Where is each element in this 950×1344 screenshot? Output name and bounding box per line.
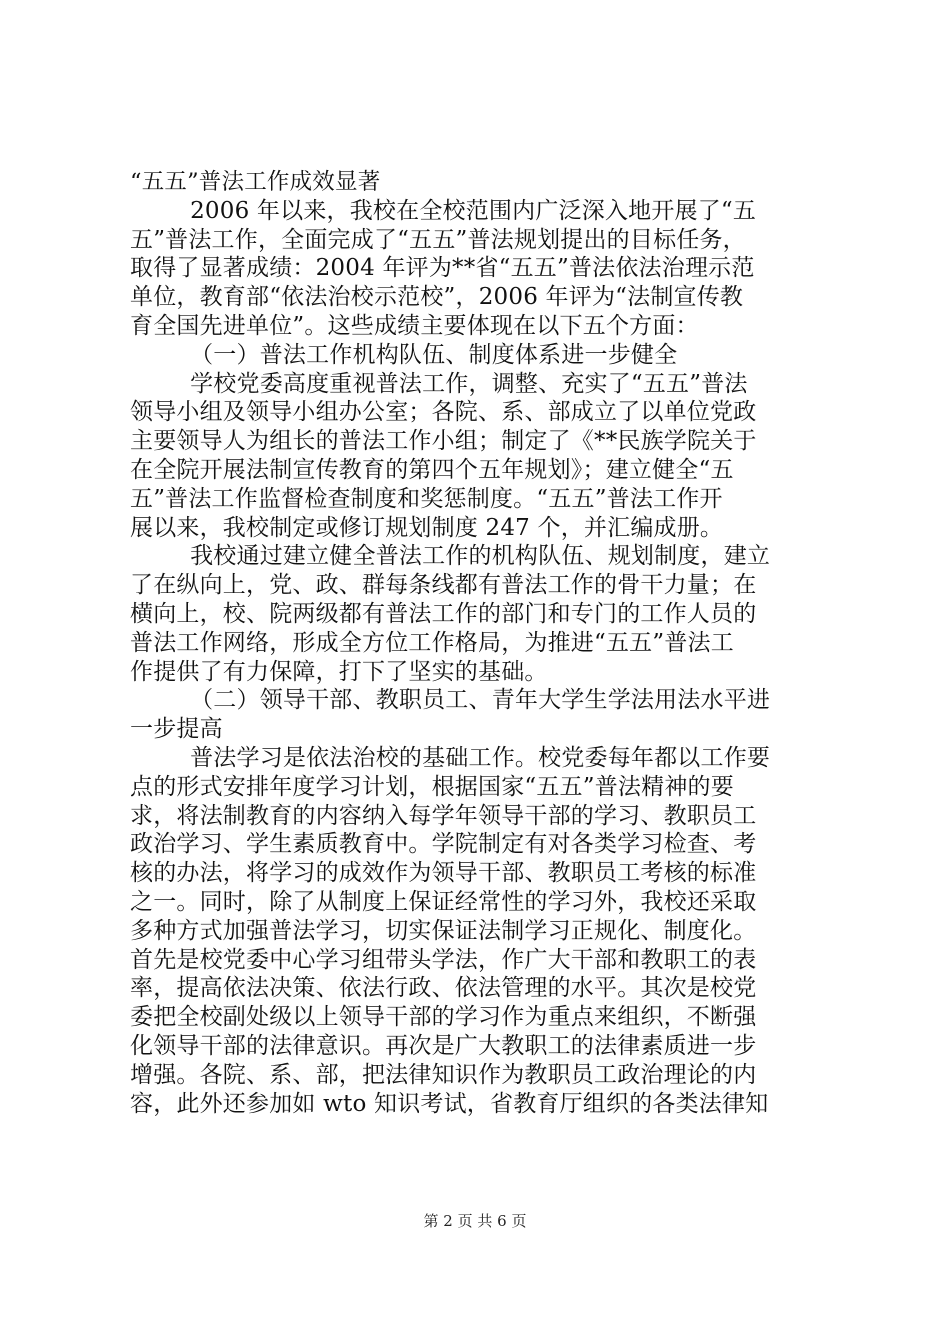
text-line: 横向上，校、院两级都有普法工作的部门和专门的工作人员的 xyxy=(130,600,757,627)
text-line: 政治学习、学生素质教育中。学院制定有对各类学习检查、考 xyxy=(130,831,757,858)
text-line: 学校党委高度重视普法工作，调整、充实了“五五”普法 xyxy=(130,370,748,397)
text-line: 领导小组及领导小组办公室；各院、系、部成立了以单位党政 xyxy=(130,399,757,426)
text-line: 之一。同时，除了从制度上保证经常性的学习外，我校还采取 xyxy=(130,888,757,915)
text-line: 取得了显著成绩：2004 年评为**省“五五”普法依法治理示范 xyxy=(130,255,755,282)
text-line: 核的办法，将学习的成效作为领导干部、教职员工考核的标准 xyxy=(130,860,757,887)
text-line: 点的形式安排年度学习计划，根据国家“五五”普法精神的要 xyxy=(130,773,734,800)
text-line: （二）领导干部、教职员工、青年大学生学法用法水平进 xyxy=(130,687,771,714)
text-line: 普法学习是依法治校的基础工作。校党委每年都以工作要 xyxy=(130,744,771,771)
text-line: 作提供了有力保障，打下了坚实的基础。 xyxy=(130,658,548,685)
text-line: 2006 年以来，我校在全校范围内广泛深入地开展了“五 xyxy=(130,197,757,224)
text-line: 单位，教育部“依法治校示范校”，2006 年评为“法制宣传教 xyxy=(130,284,744,311)
page-footer: 第 2 页 共 6 页 xyxy=(423,1212,527,1230)
text-line: 求，将法制教育的内容纳入每学年领导干部的学习、教职员工 xyxy=(130,802,757,829)
text-line: 一步提高 xyxy=(130,716,223,743)
text-line: 了在纵向上，党、政、群每条线都有普法工作的骨干力量；在 xyxy=(130,572,757,599)
text-line: 委把全校副处级以上领导干部的学习作为重点来组织，不断强 xyxy=(130,1004,757,1031)
text-line: 普法工作网络，形成全方位工作格局，为推进“五五”普法工 xyxy=(130,629,734,656)
text-line: 我校通过建立健全普法工作的机构队伍、规划制度，建立 xyxy=(130,543,771,570)
text-line: 率，提高依法决策、依法行政、依法管理的水平。其次是校党 xyxy=(130,975,757,1002)
section-title: “五五”普法工作成效显著 xyxy=(130,169,381,195)
document-body xyxy=(130,168,830,1118)
text-line: 增强。各院、系、部，把法律知识作为教职员工政治理论的内 xyxy=(130,1061,757,1088)
text-line: 在全院开展法制宣传教育的第四个五年规划》；建立健全“五 xyxy=(130,456,734,483)
text-line: 育全国先进单位”。这些成绩主要体现在以下五个方面： xyxy=(130,312,699,339)
text-line: 多种方式加强普法学习，切实保证法制学习正规化、制度化。 xyxy=(130,917,757,944)
text-line: 展以来，我校制定或修订规划制度 247 个，并汇编成册。 xyxy=(130,514,724,541)
text-line: （一）普法工作机构队伍、制度体系进一步健全 xyxy=(130,341,678,368)
text-line: 化领导干部的法律意识。再次是广大教职工的法律素质进一步 xyxy=(130,1032,757,1059)
text-line: 五”普法工作监督检查制度和奖惩制度。“五五”普法工作开 xyxy=(130,485,723,512)
text-line: 首先是校党委中心学习组带头学法，作广大干部和教职工的表 xyxy=(130,946,757,973)
text-line: 主要领导人为组长的普法工作小组；制定了《**民族学院关于 xyxy=(130,428,757,455)
text-line: 容，此外还参加如 wto 知识考试，省教育厅组织的各类法律知 xyxy=(130,1090,769,1117)
text-line: 五”普法工作，全面完成了“五五”普法规划提出的目标任务， xyxy=(130,226,746,253)
paragraph-lines xyxy=(130,197,830,1119)
